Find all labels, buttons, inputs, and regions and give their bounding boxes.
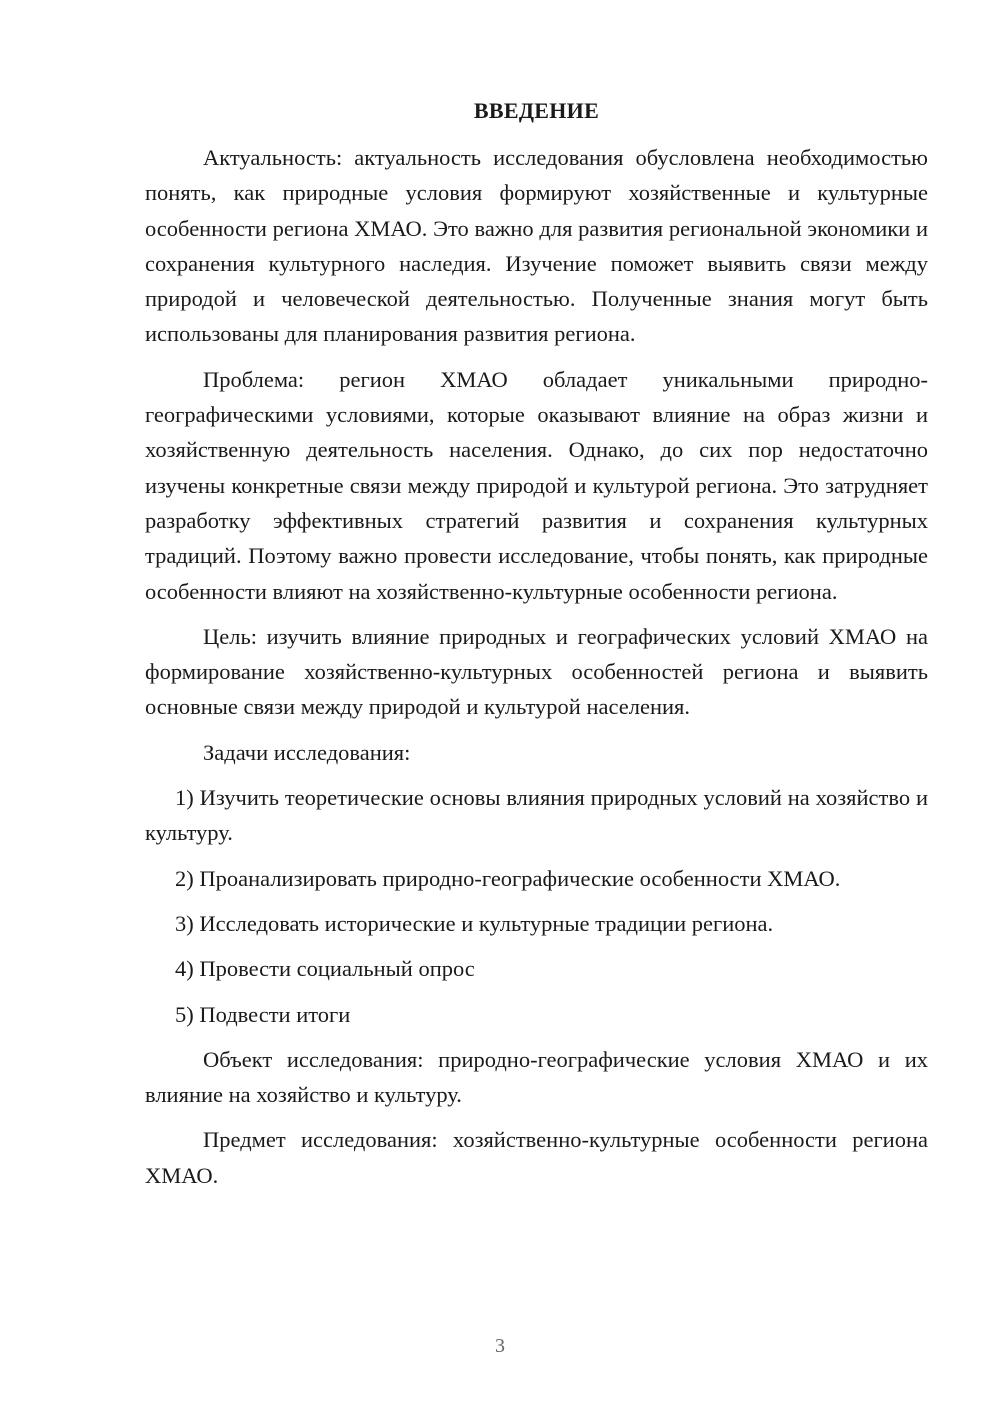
problem-paragraph: Проблема: регион ХМАО обладает уникальными природно-географическими условиями, которые оказывают влияние на образ жизни и хозяйственную деятельность населения. Однако, до сих пор недостаточно изучены конкретные связи между природой и культурой региона. Это затрудняет разработку эффективных стратегий развития и сохранения культурных традиций. Поэтому важно провести исследование, чтобы понять, как природные особенности влияют на хозяйственно-культурные особенности региона. [145,366,928,604]
task-item: 2) Проанализировать природно-географические особенности ХМАО. [175,865,841,891]
subject-paragraph: Предмет исследования: хозяйственно-культурные особенности региона ХМАО. [145,1127,928,1188]
object-paragraph: Объект исследования: природно-географические условия ХМАО и их влияние на хозяйство и культуру. [145,1046,928,1108]
relevance-paragraph: Актуальность: актуальность исследования обусловлена необходимостью понять, как природные условия формируют хозяйственные и культурные особенности региона ХМАО. Это важно для развития региональной экономики и сохранения культурного наследия. Изучение поможет выявить связи между природой и человеческой деятельностью. Полученные знания могут быть использованы для планирования развития региона. [145,145,928,347]
task-item: 3) Исследовать исторические и культурные традиции региона. [175,910,774,936]
section-title: ВВЕДЕНИЕ [473,98,600,123]
document-page [145,96,928,1203]
task-item: 4) Провести социальный опрос [175,956,475,982]
tasks-heading: Задачи исследования: [203,739,411,765]
task-item: 1) Изучить теоретические основы влияния природных условий на хозяйство и культуру. [145,785,928,846]
page-number: 3 [495,1335,505,1357]
task-item: 5) Подвести итоги [175,1001,351,1027]
goal-paragraph: Цель: изучить влияние природных и географических условий ХМАО на формирование хозяйственно-культурных особенностей региона и выявить основные связи между природой и культурой населения. [145,623,928,720]
